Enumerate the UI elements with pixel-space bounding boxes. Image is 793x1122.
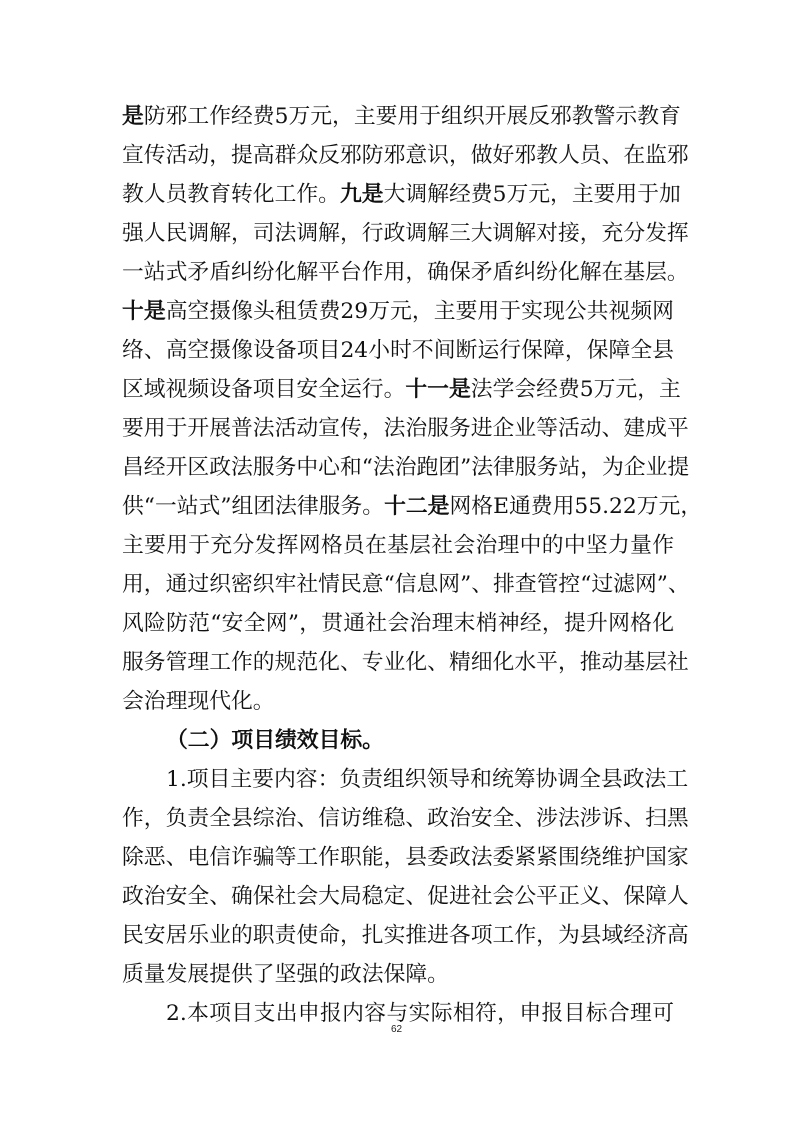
paragraph-line: 主要用于充分发挥网格员在基层社会治理中的中坚力量作 [122,533,674,558]
bold-marker: 十一是 [405,377,471,402]
line-text: 高空摄像头租赁费29万元，主要用于实现公共视频网 [165,299,674,324]
line-text: 大调解经费5万元，主要用于加 [383,182,681,207]
line-text: 供“一站式”组团法律服务。 [122,494,385,519]
line-text: 教人员教育转化工作。 [122,182,340,207]
paragraph-line: 强人民调解，司法调解，行政调解三大调解对接，充分发挥 [122,221,689,246]
paragraph-line: 民安居乐业的职责使命，扎实推进各项工作，为县域经济高 [122,923,689,948]
paragraph-line: 一站式矛盾纠纷化解平台作用，确保矛盾纠纷化解在基层。 [122,260,689,285]
paragraph-line: 风险防范“安全网”，贯通社会治理末梢神经，提升网格化 [122,611,674,636]
paragraph-line [122,370,681,410]
bold-marker: 十二是 [384,494,450,519]
paragraph-line [122,487,703,527]
paragraph-line [122,292,674,332]
paragraph-line: 用，通过织密织牢社情民意“信息网”、排查管控“过滤网”、 [122,572,690,597]
paragraph-line: 作，负责全县综治、信访维稳、政治安全、涉法涉诉、扫黑 [122,806,689,831]
paragraph-line: 要用于开展普法活动宣传，法治服务进企业等活动、建成平 [122,416,689,441]
line-text: 区域视频设备项目安全运行。 [122,377,406,402]
paragraph-line: 会治理现代化。 [122,689,275,714]
bold-marker: 是 [122,104,144,129]
paragraph-line [122,175,681,215]
line-text: 网格E通费用55.22万元， [449,494,703,519]
paragraph-line: 2.本项目支出申报内容与实际相符，申报目标合理可 [166,1001,674,1026]
line-text: 法学会经费5万元，主 [470,377,681,402]
paragraph-line: 昌经开区政法服务中心和“法治跑团”法律服务站，为企业提 [122,455,690,480]
paragraph-line: 1.项目主要内容：负责组织领导和统筹协调全县政法工 [166,767,689,792]
paragraph-line: 宣传活动，提高群众反邪防邪意识，做好邪教人员、在监邪 [122,143,689,168]
paragraph-line [122,97,681,137]
paragraph-line: 络、高空摄像设备项目24小时不间断运行保障，保障全县 [122,338,674,363]
paragraph-line: 政治安全、确保社会大局稳定、促进社会公平正义、保障人 [122,884,689,909]
line-text: 防邪工作经费5万元，主要用于组织开展反邪教警示教育 [143,104,681,129]
bold-marker: 九是 [339,182,384,207]
paragraph-line: 除恶、电信诈骗等工作职能，县委政法委紧紧围绕维护国家 [122,845,689,870]
section-heading: （二）项目绩效目标。 [166,728,384,753]
bold-marker: 十是 [122,299,166,324]
page-number: 62 [390,1024,403,1035]
paragraph-line: 质量发展提供了坚强的政法保障。 [122,962,449,987]
paragraph-line: 服务管理工作的规范化、专业化、精细化水平，推动基层社 [122,650,689,675]
